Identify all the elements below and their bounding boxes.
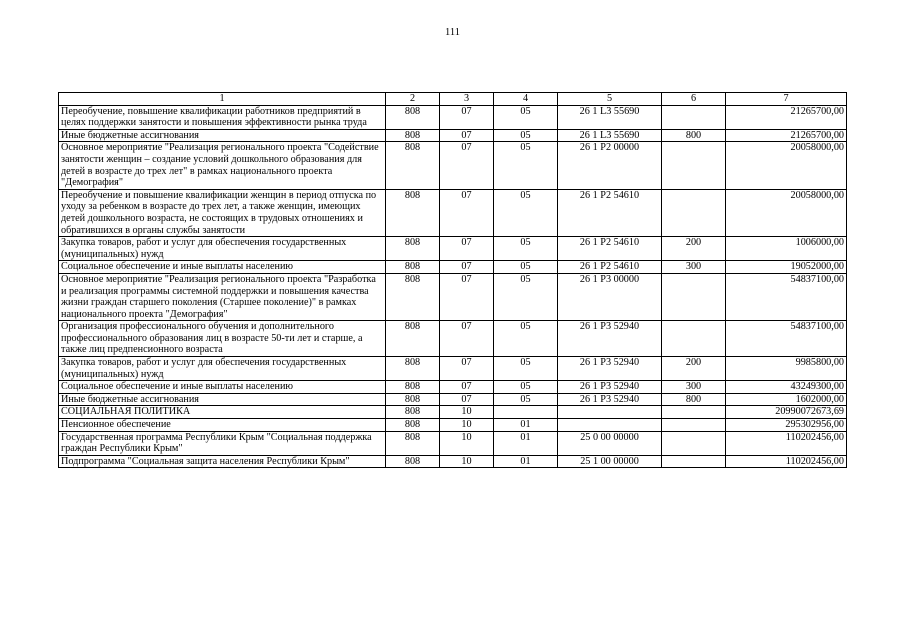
row-name-cell: Переобучение, повышение квалификации работников предприятий в целях поддержки занятости и повышения эффективности рынка труда	[59, 105, 386, 129]
row-target-article-cell: 25 0 00 00000	[558, 431, 662, 455]
row-glava-cell: 808	[386, 381, 440, 394]
row-section-cell: 07	[440, 129, 494, 142]
row-section-cell: 07	[440, 273, 494, 320]
header-cell: 2	[386, 93, 440, 106]
row-expense-type-cell: 300	[662, 381, 726, 394]
row-glava-cell: 808	[386, 393, 440, 406]
row-name-cell: Социальное обеспечение и иные выплаты населению	[59, 381, 386, 394]
row-name-cell: Подпрограмма "Социальная защита населения Республики Крым"	[59, 455, 386, 468]
row-subsection-cell: 01	[494, 419, 558, 432]
row-expense-type-cell: 800	[662, 129, 726, 142]
row-subsection-cell: 05	[494, 357, 558, 381]
table-row	[59, 381, 847, 394]
row-glava-cell: 808	[386, 261, 440, 274]
row-target-article-cell: 26 1 P2 54610	[558, 189, 662, 236]
row-glava-cell: 808	[386, 273, 440, 320]
row-subsection-cell: 05	[494, 321, 558, 357]
row-amount-cell: 21265700,00	[726, 105, 847, 129]
row-glava-cell: 808	[386, 105, 440, 129]
row-target-article-cell: 26 1 P3 00000	[558, 273, 662, 320]
row-amount-cell: 295302956,00	[726, 419, 847, 432]
row-name-cell: Переобучение и повышение квалификации женщин в период отпуска по уходу за ребенком в возрасте до трех лет, а также женщин, имеющих детей дошкольного возраста, не состоящих в трудовых отношениях и обратившихся в органы службы занятости	[59, 189, 386, 236]
row-expense-type-cell: 800	[662, 393, 726, 406]
table-row	[59, 406, 847, 419]
row-target-article-cell: 26 1 L3 55690	[558, 105, 662, 129]
row-glava-cell: 808	[386, 189, 440, 236]
row-glava-cell: 808	[386, 357, 440, 381]
row-target-article-cell: 26 1 P2 54610	[558, 237, 662, 261]
row-section-cell: 07	[440, 321, 494, 357]
row-glava-cell: 808	[386, 419, 440, 432]
row-expense-type-cell	[662, 273, 726, 320]
row-target-article-cell: 26 1 L3 55690	[558, 129, 662, 142]
row-expense-type-cell	[662, 431, 726, 455]
header-cell: 4	[494, 93, 558, 106]
row-section-cell: 07	[440, 357, 494, 381]
row-section-cell: 07	[440, 393, 494, 406]
row-amount-cell: 43249300,00	[726, 381, 847, 394]
row-expense-type-cell	[662, 105, 726, 129]
row-name-cell: Организация профессионального обучения и дополнительного профессионального образования лиц в возрасте 50-ти лет и старше, а также лиц предпенсионного возраста	[59, 321, 386, 357]
header-cell: 6	[662, 93, 726, 106]
row-subsection-cell: 05	[494, 261, 558, 274]
row-glava-cell: 808	[386, 321, 440, 357]
header-cell: 7	[726, 93, 847, 106]
row-target-article-cell: 26 1 P3 52940	[558, 357, 662, 381]
row-amount-cell: 110202456,00	[726, 431, 847, 455]
row-target-article-cell	[558, 406, 662, 419]
row-section-cell: 07	[440, 381, 494, 394]
row-subsection-cell: 05	[494, 189, 558, 236]
budget-table	[58, 92, 847, 468]
row-name-cell: Закупка товаров, работ и услуг для обеспечения государственных (муниципальных) нужд	[59, 357, 386, 381]
row-expense-type-cell: 300	[662, 261, 726, 274]
row-section-cell: 10	[440, 431, 494, 455]
row-expense-type-cell: 200	[662, 357, 726, 381]
table-row	[59, 129, 847, 142]
row-amount-cell: 20990072673,69	[726, 406, 847, 419]
row-expense-type-cell: 200	[662, 237, 726, 261]
row-name-cell: Иные бюджетные ассигнования	[59, 129, 386, 142]
row-section-cell: 07	[440, 261, 494, 274]
row-name-cell: Пенсионное обеспечение	[59, 419, 386, 432]
row-amount-cell: 20058000,00	[726, 189, 847, 236]
row-section-cell: 07	[440, 237, 494, 261]
row-target-article-cell	[558, 419, 662, 432]
row-subsection-cell: 05	[494, 393, 558, 406]
table-row	[59, 393, 847, 406]
row-subsection-cell: 05	[494, 237, 558, 261]
row-subsection-cell: 05	[494, 129, 558, 142]
row-name-cell: Основное мероприятие "Реализация регионального проекта "Содействие занятости женщин – создание условий дошкольного образования для детей в возрасте до трех лет" в рамках национального проекта "Демография"	[59, 142, 386, 189]
row-section-cell: 07	[440, 189, 494, 236]
row-amount-cell: 9985800,00	[726, 357, 847, 381]
row-amount-cell: 21265700,00	[726, 129, 847, 142]
row-glava-cell: 808	[386, 431, 440, 455]
row-amount-cell: 19052000,00	[726, 261, 847, 274]
row-name-cell: Социальное обеспечение и иные выплаты населению	[59, 261, 386, 274]
table-row	[59, 455, 847, 468]
row-subsection-cell: 05	[494, 105, 558, 129]
header-cell: 5	[558, 93, 662, 106]
row-name-cell: Иные бюджетные ассигнования	[59, 393, 386, 406]
header-cell: 1	[59, 93, 386, 106]
row-subsection-cell: 01	[494, 431, 558, 455]
row-subsection-cell	[494, 406, 558, 419]
row-target-article-cell: 25 1 00 00000	[558, 455, 662, 468]
row-section-cell: 07	[440, 142, 494, 189]
row-amount-cell: 1602000,00	[726, 393, 847, 406]
page-number: 111	[445, 27, 460, 38]
row-target-article-cell: 26 1 P3 52940	[558, 381, 662, 394]
row-target-article-cell: 26 1 P2 00000	[558, 142, 662, 189]
table-row	[59, 431, 847, 455]
row-expense-type-cell	[662, 321, 726, 357]
table-row	[59, 105, 847, 129]
row-amount-cell: 20058000,00	[726, 142, 847, 189]
row-section-cell: 10	[440, 455, 494, 468]
table-row	[59, 419, 847, 432]
row-target-article-cell: 26 1 P3 52940	[558, 321, 662, 357]
row-section-cell: 10	[440, 419, 494, 432]
table-row	[59, 357, 847, 381]
row-expense-type-cell	[662, 455, 726, 468]
table-body	[59, 105, 847, 468]
header-row	[59, 93, 847, 106]
table-row	[59, 261, 847, 274]
row-name-cell: Закупка товаров, работ и услуг для обеспечения государственных (муниципальных) нужд	[59, 237, 386, 261]
table-row	[59, 142, 847, 189]
row-subsection-cell: 05	[494, 142, 558, 189]
row-amount-cell: 54837100,00	[726, 273, 847, 320]
row-glava-cell: 808	[386, 237, 440, 261]
table-row	[59, 189, 847, 236]
row-expense-type-cell	[662, 406, 726, 419]
row-name-cell: Государственная программа Республики Крым "Социальная поддержка граждан Республики Крым"	[59, 431, 386, 455]
row-section-cell: 10	[440, 406, 494, 419]
row-expense-type-cell	[662, 419, 726, 432]
row-glava-cell: 808	[386, 455, 440, 468]
row-expense-type-cell	[662, 189, 726, 236]
row-subsection-cell: 01	[494, 455, 558, 468]
row-amount-cell: 110202456,00	[726, 455, 847, 468]
row-section-cell: 07	[440, 105, 494, 129]
row-amount-cell: 1006000,00	[726, 237, 847, 261]
row-subsection-cell: 05	[494, 273, 558, 320]
row-glava-cell: 808	[386, 129, 440, 142]
row-name-cell: СОЦИАЛЬНАЯ ПОЛИТИКА	[59, 406, 386, 419]
row-subsection-cell: 05	[494, 381, 558, 394]
row-target-article-cell: 26 1 P2 54610	[558, 261, 662, 274]
table-row	[59, 237, 847, 261]
row-amount-cell: 54837100,00	[726, 321, 847, 357]
header-cell: 3	[440, 93, 494, 106]
table-row	[59, 321, 847, 357]
row-target-article-cell: 26 1 P3 52940	[558, 393, 662, 406]
row-name-cell: Основное мероприятие "Реализация регионального проекта "Разработка и реализация программы системной поддержки и повышения качества жизни граждан старшего поколения (Старшее поколение)" в рамках национального проекта "Демография"	[59, 273, 386, 320]
table-row	[59, 273, 847, 320]
row-glava-cell: 808	[386, 406, 440, 419]
row-expense-type-cell	[662, 142, 726, 189]
row-glava-cell: 808	[386, 142, 440, 189]
